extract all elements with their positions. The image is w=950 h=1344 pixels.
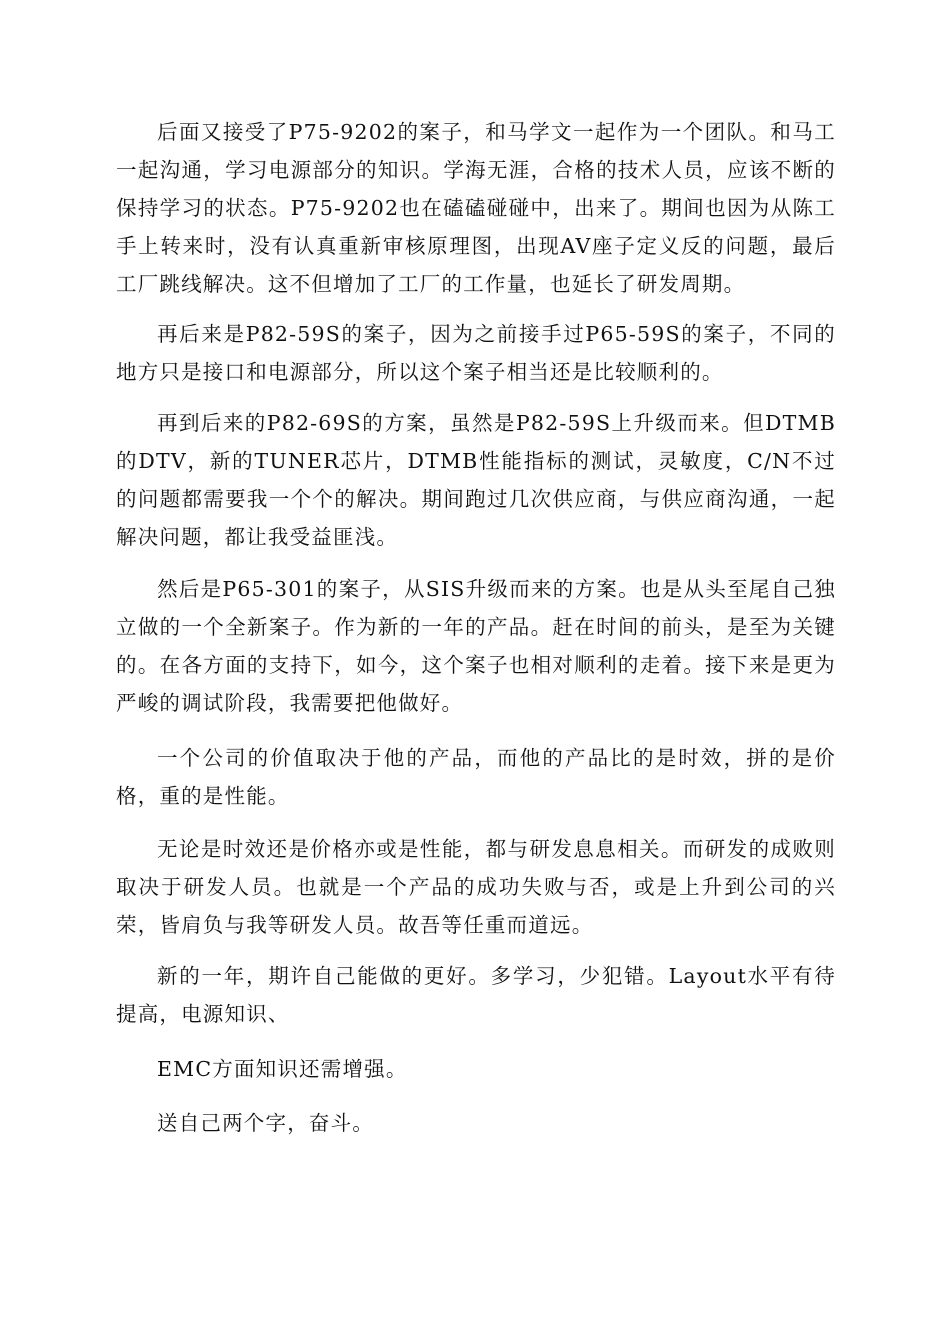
paragraph-p75-9202: 后面又接受了P75-9202的案子，和马学文一起作为一个团队。和马工一起沟通，学习电源部分的知识。学海无涯，合格的技术人员，应该不断的保持学习的状态。P75-9202也在磕磕碰碰中，出来了。期间也因为从陈工手上转来时，没有认真重新审核原理图，出现AV座子定义反的问题，最后工厂跳线解决。这不但增加了工厂的工作量，也延长了研发周期。 [116,120,836,296]
paragraph-company-value: 一个公司的价值取决于他的产品，而他的产品比的是时效，拼的是价格，重的是性能。 [116,746,836,808]
paragraph-emc: EMC方面知识还需增强。 [157,1057,408,1081]
paragraph-new-year: 新的一年，期许自己能做的更好。多学习，少犯错。Layout水平有待提高，电源知识、 [116,964,836,1026]
paragraph-p82-59s: 再后来是P82-59S的案子，因为之前接手过P65-59S的案子，不同的地方只是接口和电源部分，所以这个案子相当还是比较顺利的。 [116,322,836,384]
paragraph-p65-301: 然后是P65-301的案子，从SIS升级而来的方案。也是从头至尾自己独立做的一个全新案子。作为新的一年的产品。赶在时间的前头，是至为关键的。在各方面的支持下，如今，这个案子也相对顺利的走着。接下来是更为严峻的调试阶段，我需要把他做好。 [116,577,836,715]
paragraph-rd-responsibility: 无论是时效还是价格亦或是性能，都与研发息息相关。而研发的成败则取决于研发人员。也就是一个产品的成功失败与否，或是上升到公司的兴荣，皆肩负与我等研发人员。故吾等任重而道远。 [116,837,836,937]
paragraph-p82-69s: 再到后来的P82-69S的方案，虽然是P82-59S上升级而来。但DTMB的DTV，新的TUNER芯片，DTMB性能指标的测试，灵敏度，C/N不过的问题都需要我一个个的解决。期间跑过几次供应商，与供应商沟通，一起解决问题，都让我受益匪浅。 [116,411,836,549]
document-body [116,113,836,1154]
paragraph-closing: 送自己两个字，奋斗。 [157,1111,374,1135]
